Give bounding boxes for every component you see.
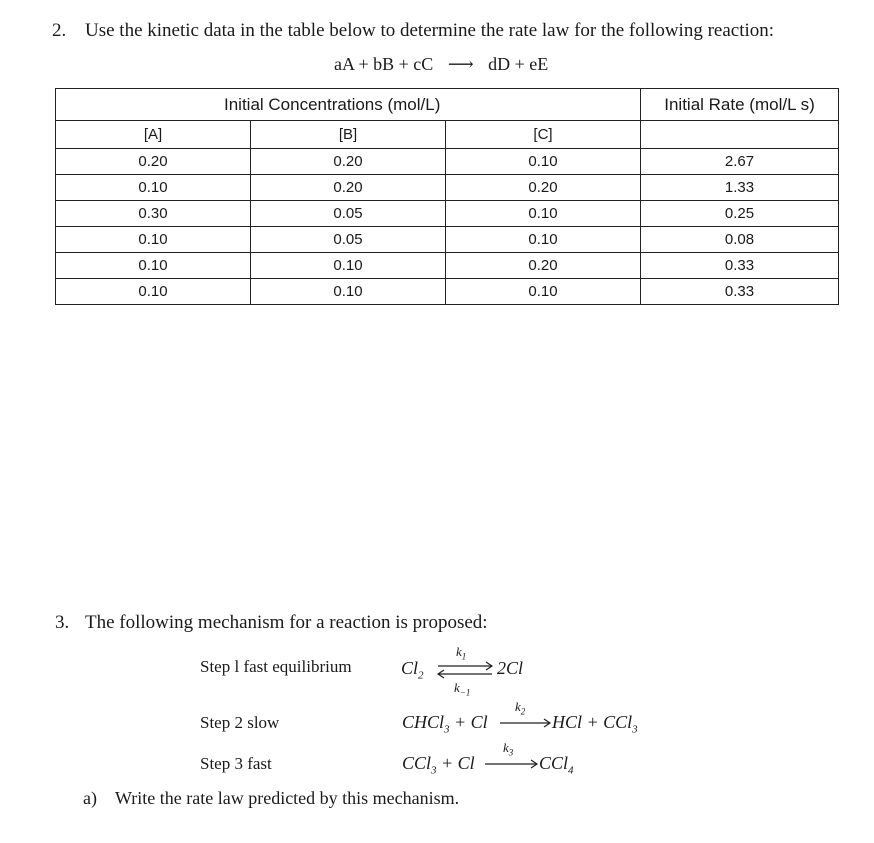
cell-a: 0.10 xyxy=(56,175,251,201)
step-1-k-forward: $k_1$ xyxy=(456,644,467,662)
column-header-b: [B] xyxy=(251,121,446,149)
step-2-label: Step 2 slow xyxy=(200,713,280,732)
cell-b: 0.20 xyxy=(251,175,446,201)
step-2-arrow-icon xyxy=(500,716,552,730)
cell-c: 0.20 xyxy=(446,175,641,201)
step-3-reactants: CCl$_3$ + Cl xyxy=(402,753,475,777)
column-header-c: [C] xyxy=(446,121,641,149)
step-1-product: 2Cl xyxy=(497,658,524,678)
cell-c: 0.10 xyxy=(446,201,641,227)
step-2-k: $k_2$ xyxy=(515,699,526,717)
table-row xyxy=(56,227,839,253)
cell-a: 0.10 xyxy=(56,253,251,279)
table-row xyxy=(56,149,839,175)
reactants: aA + bB + cC xyxy=(334,54,434,74)
table-row xyxy=(56,279,839,305)
cell-c: 0.10 xyxy=(446,149,641,175)
part-a xyxy=(83,788,459,809)
step-3-label: Step 3 fast xyxy=(200,754,272,773)
table-row xyxy=(56,201,839,227)
question-3-number: 3. xyxy=(55,612,70,633)
part-a-label: a) xyxy=(83,788,97,808)
question-2-heading xyxy=(52,20,774,42)
step-1-reactant: $Cl_2$ xyxy=(401,658,424,682)
cell-c: 0.20 xyxy=(446,253,641,279)
cell-a: 0.30 xyxy=(56,201,251,227)
kinetic-data-table xyxy=(55,88,839,305)
cell-a: 0.20 xyxy=(56,149,251,175)
reaction-arrow: ⟶ xyxy=(447,54,474,74)
products: dD + eE xyxy=(488,54,549,74)
cell-a: 0.10 xyxy=(56,279,251,305)
initial-rate-header: Initial Rate (mol/L s) xyxy=(641,89,839,121)
cell-rate: 0.08 xyxy=(641,227,839,253)
column-header-a: [A] xyxy=(56,121,251,149)
step-1-label: Step l fast equilibrium xyxy=(200,657,352,676)
cell-b: 0.20 xyxy=(251,149,446,175)
cell-a: 0.10 xyxy=(56,227,251,253)
step-3-arrow-icon xyxy=(485,757,539,771)
step-2-products: HCl + CCl$_3$ xyxy=(552,712,638,736)
step-3-k: $k_3$ xyxy=(503,740,514,758)
question-2-number: 2. xyxy=(52,20,67,41)
step-1-k-reverse: $k_{-1}$ xyxy=(454,680,471,698)
table-group-header-row xyxy=(56,89,839,121)
cell-c: 0.10 xyxy=(446,227,641,253)
table-row xyxy=(56,253,839,279)
cell-rate: 1.33 xyxy=(641,175,839,201)
cell-b: 0.05 xyxy=(251,227,446,253)
table-row xyxy=(56,175,839,201)
equilibrium-arrow-icon xyxy=(434,660,496,680)
initial-concentrations-header: Initial Concentrations (mol/L) xyxy=(56,89,641,121)
question-3-text: The following mechanism for a reaction is proposed: xyxy=(85,612,488,633)
table-column-header-row xyxy=(56,121,839,149)
cell-c: 0.10 xyxy=(446,279,641,305)
part-a-text: Write the rate law predicted by this mechanism. xyxy=(115,788,460,808)
cell-b: 0.10 xyxy=(251,253,446,279)
cell-rate: 0.25 xyxy=(641,201,839,227)
reaction-equation xyxy=(334,54,548,75)
cell-b: 0.05 xyxy=(251,201,446,227)
step-3-product: CCl$_4$ xyxy=(539,753,574,777)
cell-rate: 0.33 xyxy=(641,279,839,305)
cell-b: 0.10 xyxy=(251,279,446,305)
cell-rate: 2.67 xyxy=(641,149,839,175)
question-2-text: Use the kinetic data in the table below to determine the rate law for the following reaction: xyxy=(85,20,775,41)
cell-rate: 0.33 xyxy=(641,253,839,279)
column-header-rate xyxy=(641,121,839,149)
step-2-reactants: CHCl$_3$ + Cl xyxy=(402,712,488,736)
question-3-heading xyxy=(55,612,488,634)
